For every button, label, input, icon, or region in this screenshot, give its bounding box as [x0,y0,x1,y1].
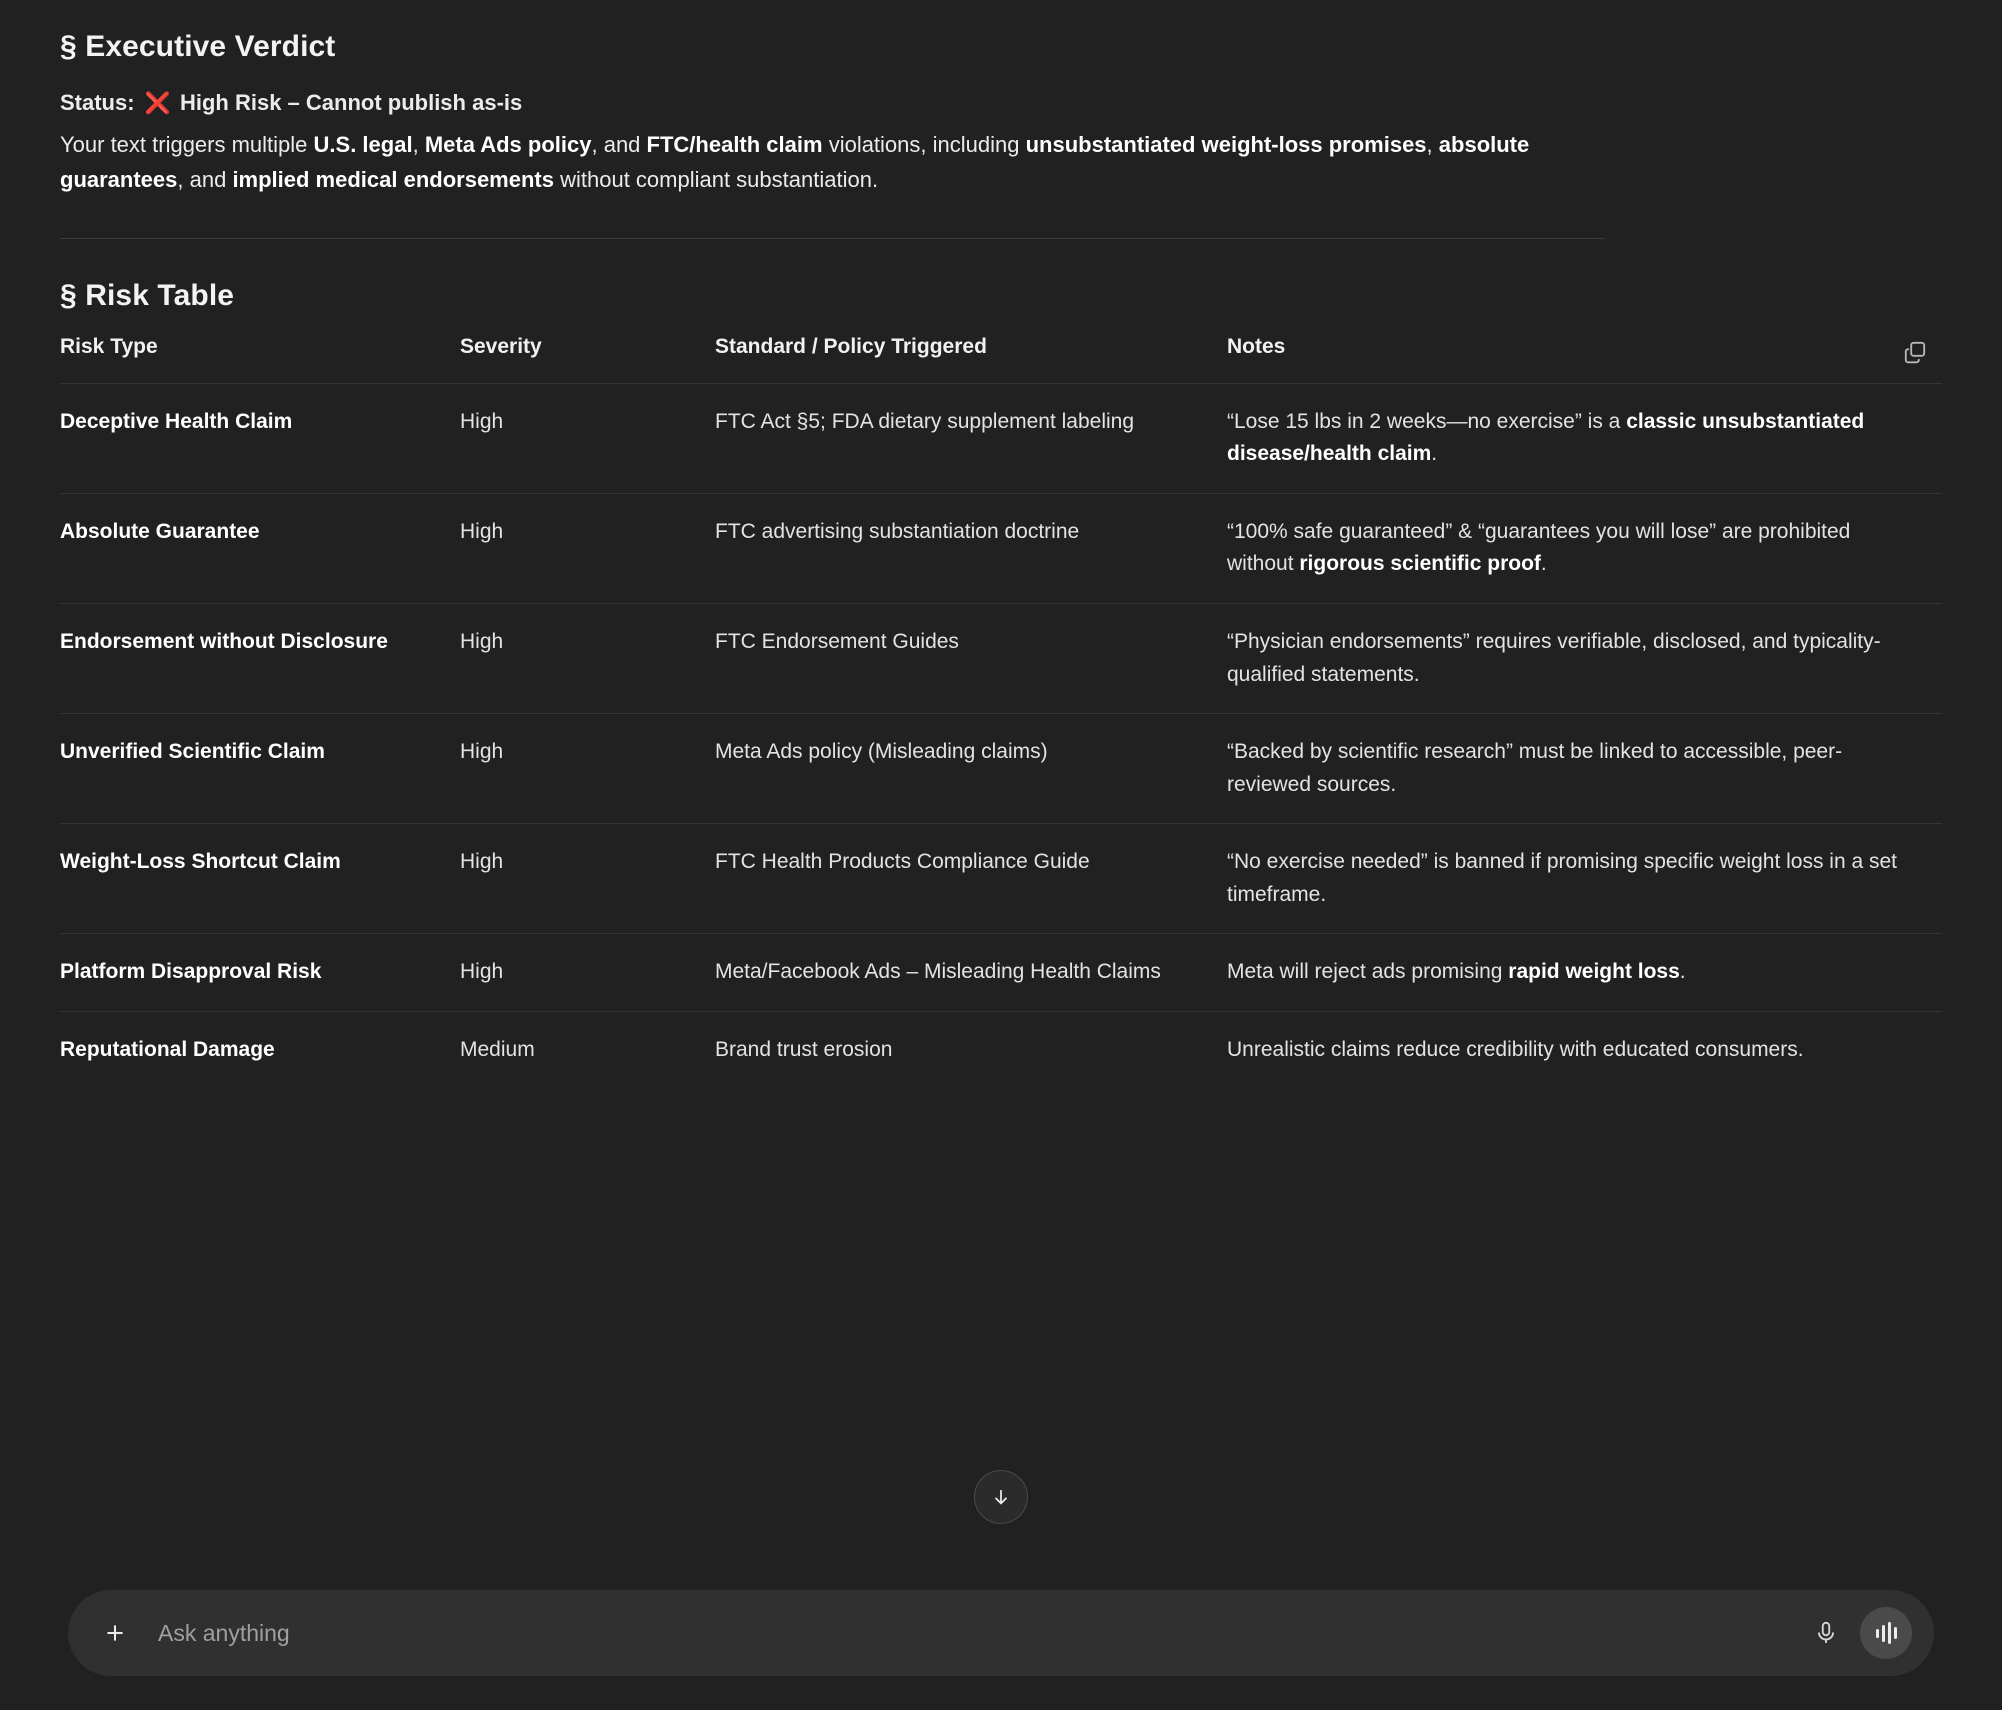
cell-standard: FTC Endorsement Guides [715,603,1227,713]
risk-table-heading: § Risk Table [60,278,235,312]
composer-bar[interactable] [68,1590,1934,1676]
verdict-body [60,127,1560,198]
plain-text: violations, including [822,131,1026,157]
emphasis-text: classic unsubstantiated disease/health claim [1227,409,1865,466]
cell-notes [1227,824,1942,934]
cell-standard: FTC advertising substantiation doctrine [715,493,1227,603]
plain-text: Meta will reject ads promising [1227,960,1509,984]
plain-text: . [1540,552,1547,576]
voice-waveform-icon [1876,1622,1897,1644]
cell-risk-type: Unverified Scientific Claim [60,714,460,824]
plain-text: “No exercise needed” is banned if promising specific weight loss in a set timeframe. [1227,850,1898,906]
arrow-down-icon [990,1486,1012,1508]
emphasis-text: U.S. legal [313,131,413,157]
plain-text: “Physician endorsements” requires verifiable, disclosed, and typicality-qualified statements. [1227,629,1881,686]
cell-risk-type: Absolute Guarantee [60,493,460,603]
table-row [60,714,1942,824]
plain-text: . [1679,960,1686,984]
plain-text: Unrealistic claims reduce credibility with educated consumers. [1227,1037,1804,1061]
table-header-row [60,335,1942,384]
cell-severity: High [460,934,715,1012]
scroll-to-bottom-button[interactable] [974,1470,1028,1524]
risk-table-wrapper [60,335,1942,1089]
cell-notes [1227,934,1942,1012]
plain-text: “Backed by scientific research” must be linked to accessible, peer-reviewed sources. [1227,740,1843,796]
column-header-risk-type: Risk Type [60,334,158,358]
cell-notes [1227,603,1942,713]
plain-text: “Lose 15 lbs in 2 weeks—no exercise” is a [1227,409,1627,433]
plain-text: Your text triggers multiple [60,131,314,157]
cross-mark-icon: ❌ [144,92,171,115]
cell-severity: High [460,714,715,824]
emphasis-text: implied medical endorsements [232,167,554,193]
plain-text: . [1431,442,1438,466]
risk-table-head [60,335,1942,384]
table-row [60,1011,1942,1088]
table-row [60,383,1942,493]
cell-severity: High [460,383,715,493]
microphone-icon[interactable] [1804,1611,1848,1655]
column-header-notes: Notes [1227,334,1286,358]
cell-notes [1227,383,1942,493]
voice-mode-button[interactable] [1860,1607,1912,1659]
emphasis-text: FTC/health claim [646,131,823,157]
plain-text: “100% safe guaranteed” & “guarantees you will lose” are prohibited without [1227,519,1851,576]
copy-icon[interactable] [1902,339,1928,365]
status-label: Status: [60,90,135,115]
executive-verdict-heading: § Executive Verdict [60,30,336,63]
cell-risk-type: Deceptive Health Claim [60,383,460,493]
plain-text: , and [591,131,647,157]
status-line [60,86,1942,121]
cell-standard: Meta Ads policy (Misleading claims) [715,714,1227,824]
cell-severity: High [460,603,715,713]
table-row [60,934,1942,1012]
plus-icon[interactable] [94,1612,136,1654]
cell-standard: Brand trust erosion [715,1011,1227,1088]
section-divider [60,238,1605,239]
cell-standard: FTC Act §5; FDA dietary supplement labeling [715,383,1227,493]
cell-risk-type: Endorsement without Disclosure [60,603,460,713]
cell-standard: Meta/Facebook Ads – Misleading Health Claims [715,934,1227,1012]
risk-table [60,335,1942,1089]
cell-notes [1227,1011,1942,1088]
prompt-input[interactable] [136,1619,1804,1648]
plain-text: , [412,131,425,157]
cell-notes [1227,493,1942,603]
status-value: High Risk – Cannot publish as-is [179,90,523,115]
column-header-standard: Standard / Policy Triggered [715,334,987,358]
plain-text: , and [177,167,233,193]
cell-severity: Medium [460,1011,715,1088]
cell-risk-type: Reputational Damage [60,1011,460,1088]
cell-notes [1227,714,1942,824]
column-header-severity: Severity [460,334,542,358]
cell-standard: FTC Health Products Compliance Guide [715,824,1227,934]
emphasis-text: rapid weight loss [1508,960,1680,984]
table-row [60,493,1942,603]
table-row [60,824,1942,934]
risk-table-body [60,383,1942,1088]
emphasis-text: rigorous scientific proof [1299,552,1541,576]
cell-risk-type: Weight-Loss Shortcut Claim [60,824,460,934]
cell-severity: High [460,824,715,934]
table-row [60,603,1942,713]
cell-severity: High [460,493,715,603]
plain-text: , [1426,131,1439,157]
emphasis-text: absolute guarantees [60,131,1530,193]
emphasis-text: Meta Ads policy [424,131,592,157]
plain-text: without compliant substantiation. [553,167,879,193]
cell-risk-type: Platform Disapproval Risk [60,934,460,1012]
emphasis-text: unsubstantiated weight-loss promises [1025,131,1427,157]
